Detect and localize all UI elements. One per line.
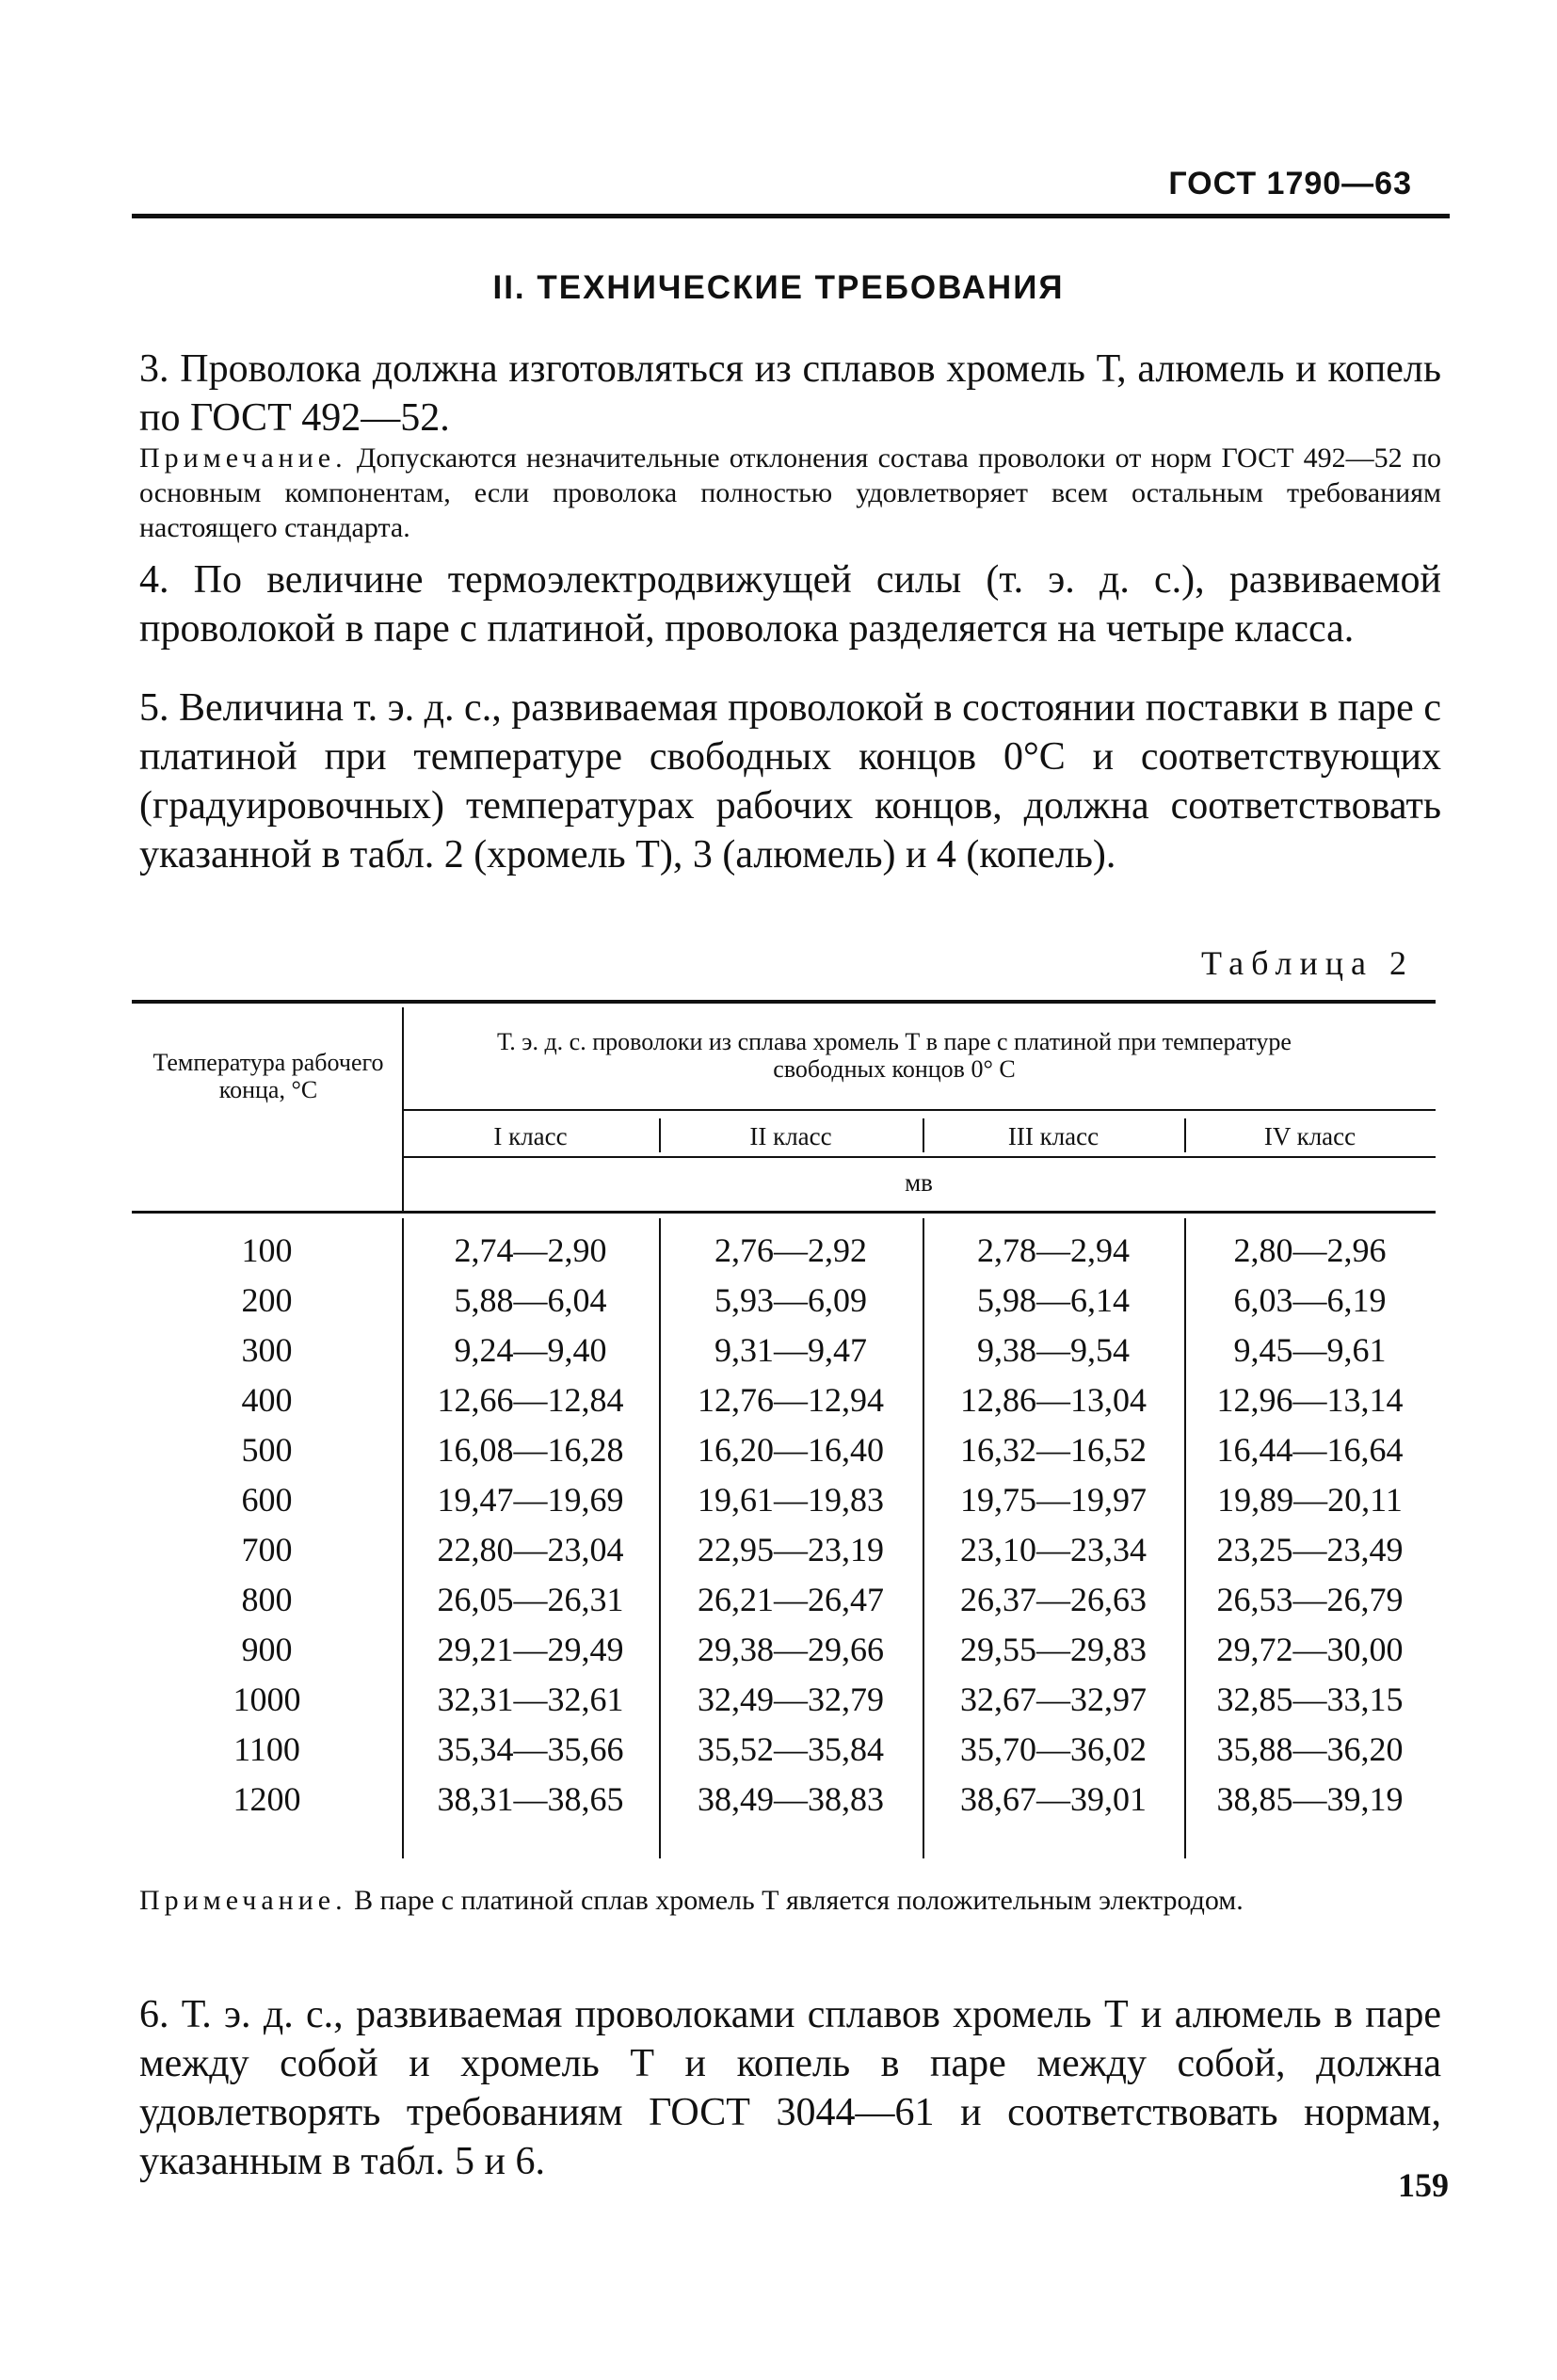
- emf-range-cell: 19,47—19,69: [437, 1481, 624, 1519]
- emf-range-cell: 2,74—2,90: [454, 1231, 607, 1269]
- header-bottom-rule: [132, 1211, 1436, 1214]
- table-caption: Таблица 2: [1201, 944, 1414, 982]
- emf-range-cell: 38,67—39,01: [960, 1780, 1147, 1818]
- emf-range-cell: 16,08—16,28: [437, 1431, 624, 1469]
- table-row: [132, 1425, 1436, 1475]
- emf-range-cell: 23,10—23,34: [960, 1531, 1147, 1568]
- temperature-cell: 200: [241, 1281, 293, 1319]
- emf-range-cell: 38,31—38,65: [437, 1780, 624, 1818]
- emf-range-cell: 26,37—26,63: [960, 1581, 1147, 1618]
- emf-range-cell: 9,24—9,40: [454, 1331, 607, 1369]
- paragraph-4: 4. По величине термоэлектродвижущей силы (т. э. д. с.), развиваемой проволокой в паре с платиной, проволока разделяется на четыре класса.: [139, 558, 1441, 651]
- emf-range-cell: 19,75—19,97: [960, 1481, 1147, 1519]
- unit-header: мв: [905, 1168, 933, 1197]
- group-header: Т. э. д. с. проволоки из сплава хромель Т в паре с платиной при температуре свободных концов 0° С: [497, 1028, 1292, 1083]
- emf-range-cell: 2,78—2,94: [977, 1231, 1130, 1269]
- emf-range-cell: 29,21—29,49: [437, 1631, 624, 1668]
- emf-range-cell: 29,72—30,00: [1216, 1631, 1404, 1668]
- table-row: [132, 1525, 1436, 1575]
- emf-range-cell: 35,34—35,66: [437, 1730, 624, 1768]
- emf-range-cell: 16,20—16,40: [698, 1431, 884, 1469]
- table-row: [132, 1675, 1436, 1725]
- table-row: [132, 1375, 1436, 1425]
- emf-range-cell: 32,49—32,79: [698, 1680, 884, 1718]
- note-1-label: Примечание.: [139, 442, 347, 474]
- temperature-cell: 700: [241, 1531, 293, 1568]
- temperature-cell: 800: [241, 1581, 293, 1618]
- class-header-4: IV класс: [1263, 1122, 1356, 1150]
- emf-range-cell: 12,96—13,14: [1216, 1381, 1404, 1419]
- emf-range-cell: 32,31—32,61: [437, 1680, 624, 1718]
- table-row: [132, 1625, 1436, 1675]
- emf-range-cell: 19,61—19,83: [698, 1481, 884, 1519]
- temperature-cell: 600: [241, 1481, 293, 1519]
- emf-range-cell: 29,55—29,83: [960, 1631, 1147, 1668]
- table-row: [132, 1725, 1436, 1775]
- temperature-cell: 900: [241, 1631, 293, 1668]
- emf-range-cell: 2,76—2,92: [714, 1231, 867, 1269]
- class-header-rule: [402, 1156, 1436, 1158]
- note-2: [139, 1883, 1441, 1918]
- emf-range-cell: 26,53—26,79: [1216, 1581, 1404, 1618]
- emf-range-cell: 35,52—35,84: [698, 1730, 884, 1768]
- temperature-cell: 1200: [233, 1780, 301, 1818]
- emf-range-cell: 26,21—26,47: [698, 1581, 884, 1618]
- table-row: [132, 1775, 1436, 1825]
- temperature-cell: 400: [241, 1381, 293, 1419]
- emf-range-cell: 35,88—36,20: [1216, 1730, 1404, 1768]
- class-header-1: I класс: [493, 1122, 568, 1150]
- emf-range-cell: 23,25—23,49: [1216, 1531, 1404, 1568]
- emf-range-cell: 2,80—2,96: [1233, 1231, 1387, 1269]
- emf-range-cell: 5,98—6,14: [977, 1281, 1130, 1319]
- table-row: [132, 1276, 1436, 1326]
- table-row: [132, 1326, 1436, 1375]
- emf-range-cell: 16,44—16,64: [1216, 1431, 1404, 1469]
- section-title: II. ТЕХНИЧЕСКИЕ ТРЕБОВАНИЯ: [492, 269, 1065, 306]
- emf-range-cell: 26,05—26,31: [437, 1581, 624, 1618]
- emf-range-cell: 12,76—12,94: [698, 1381, 884, 1419]
- temperature-cell: 100: [241, 1231, 293, 1269]
- table-row: [132, 1475, 1436, 1525]
- emf-range-cell: 12,86—13,04: [960, 1381, 1147, 1419]
- paragraph-5: 5. Величина т. э. д. с., развиваемая проволокой в состоянии поставки в паре с платиной при температуре свободных концов 0°С и соответствующих (градуировочных) температурах рабочих концов, должна соответствовать указанной в табл. 2 (хромель Т), 3 (алюмель) и 4 (копель).: [139, 686, 1441, 876]
- note-1: [139, 441, 1441, 545]
- emf-range-cell: 29,38—29,66: [698, 1631, 884, 1668]
- page-header: [132, 160, 1450, 226]
- page-number: 159: [1398, 2166, 1449, 2204]
- note-1-text: Допускаются незначительные отклонения состава проволоки от норм ГОСТ 492—52 по основным компонентам, если проволока полностью удовлетворяет всем остальным требованиям настоящего стандарта.: [139, 442, 1442, 543]
- emf-range-cell: 22,80—23,04: [437, 1531, 624, 1568]
- emf-range-cell: 9,38—9,54: [977, 1331, 1130, 1369]
- temperature-header: Температура рабочего конца, °С: [152, 1049, 384, 1103]
- emf-range-cell: 32,85—33,15: [1216, 1680, 1404, 1718]
- header-rule: [132, 214, 1450, 218]
- emf-range-cell: 6,03—6,19: [1233, 1281, 1387, 1319]
- emf-range-cell: 12,66—12,84: [437, 1381, 624, 1419]
- class-header-3: III класс: [1007, 1122, 1100, 1150]
- table-row: [132, 1575, 1436, 1625]
- paragraph-6: 6. Т. э. д. с., развиваемая проволоками сплавов хромель Т и алюмель в паре между собой и хромель Т и копель в паре между собой, должна удовлетворять требованиям ГОСТ 3044—61 и соответствовать нормам, указанным в табл. 5 и 6.: [139, 1993, 1441, 2183]
- emf-range-cell: 16,32—16,52: [960, 1431, 1147, 1469]
- temperature-cell: 1000: [233, 1680, 301, 1718]
- temperature-cell: 500: [241, 1431, 293, 1469]
- emf-range-cell: 19,89—20,11: [1217, 1481, 1403, 1519]
- temperature-cell: 300: [241, 1331, 293, 1369]
- note-2-text: В паре с платиной сплав хромель Т является положительным электродом.: [354, 1885, 1244, 1916]
- emf-range-cell: 5,93—6,09: [714, 1281, 867, 1319]
- emf-range-cell: 35,70—36,02: [960, 1730, 1147, 1768]
- table-top-rule: [132, 1000, 1436, 1004]
- emf-range-cell: 5,88—6,04: [454, 1281, 607, 1319]
- emf-range-cell: 9,45—9,61: [1233, 1331, 1387, 1369]
- emf-range-cell: 9,31—9,47: [714, 1331, 867, 1369]
- emf-range-cell: 32,67—32,97: [960, 1680, 1147, 1718]
- temperature-cell: 1100: [233, 1730, 300, 1768]
- note-2-label: Примечание.: [139, 1885, 347, 1916]
- emf-range-cell: 38,49—38,83: [698, 1780, 884, 1818]
- paragraph-3: 3. Проволока должна изготовляться из сплавов хромель Т, алюмель и копель по ГОСТ 492—52.: [139, 347, 1441, 440]
- standard-code: ГОСТ 1790—63: [1168, 166, 1412, 201]
- group-header-rule: [402, 1109, 1436, 1111]
- table-row: [132, 1226, 1436, 1276]
- emf-range-cell: 38,85—39,19: [1216, 1780, 1404, 1818]
- class-header-2: II класс: [749, 1122, 832, 1150]
- emf-range-cell: 22,95—23,19: [698, 1531, 884, 1568]
